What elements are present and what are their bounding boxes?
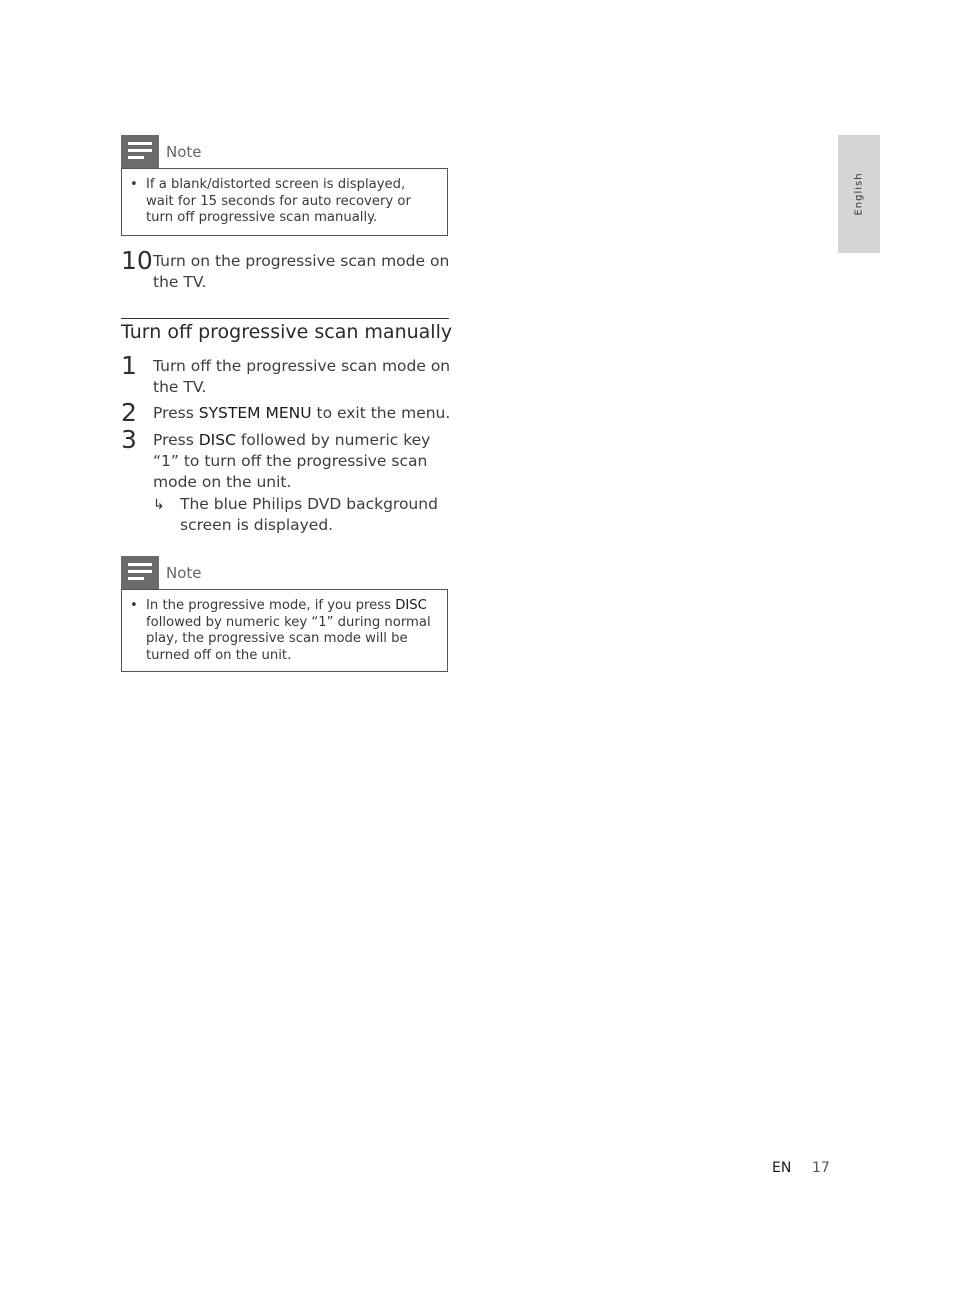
text-post: followed by numeric key “1” during normal play, the progressive scan mode will be turned off on the unit. [146, 614, 431, 663]
footer-language: EN [772, 1160, 792, 1176]
text-post: followed by numeric key “1” to turn off the progressive scan mode on the unit. [153, 431, 431, 491]
note-label: Note [166, 564, 202, 582]
note-header [121, 135, 321, 169]
step-text [153, 403, 451, 424]
key-label: SYSTEM MENU [198, 404, 312, 422]
text-pre: Press [153, 431, 199, 449]
language-tab [838, 135, 880, 253]
step-number: 3 [121, 425, 137, 454]
bullet: • [130, 598, 138, 613]
step-text [153, 430, 451, 493]
bullet: • [130, 177, 138, 192]
text-pre: Press [153, 404, 199, 422]
text-pre: In the progressive mode, if you press [146, 598, 396, 613]
section-rule [121, 318, 449, 319]
page-number: 17 [812, 1160, 830, 1176]
step-text: Turn off the progressive scan mode on the TV. [153, 357, 451, 396]
language-label: English [853, 172, 865, 216]
note-header [121, 556, 321, 590]
step-number: 2 [121, 398, 137, 427]
note-icon [121, 556, 159, 590]
step-number: 1 [121, 351, 137, 380]
note-label: Note [166, 143, 202, 161]
note-text: If a blank/distorted screen is displayed, wait for 15 seconds for auto recovery or turn off progressive scan manually. [146, 177, 411, 225]
key-label: DISC [198, 431, 236, 449]
section-title: Turn off progressive scan manually [121, 321, 453, 343]
note-box [121, 589, 448, 672]
note-box [121, 168, 448, 236]
text-post: to exit the menu. [311, 404, 451, 422]
result-text: The blue Philips DVD background screen is displayed. [180, 495, 438, 534]
note-icon [121, 135, 159, 169]
result-arrow-icon: ↳ [153, 497, 165, 513]
step-number: 10 [121, 246, 153, 275]
key-label: DISC [395, 598, 427, 613]
note-text [146, 598, 431, 663]
step-text: Turn on the progressive scan mode on the TV. [153, 252, 450, 291]
